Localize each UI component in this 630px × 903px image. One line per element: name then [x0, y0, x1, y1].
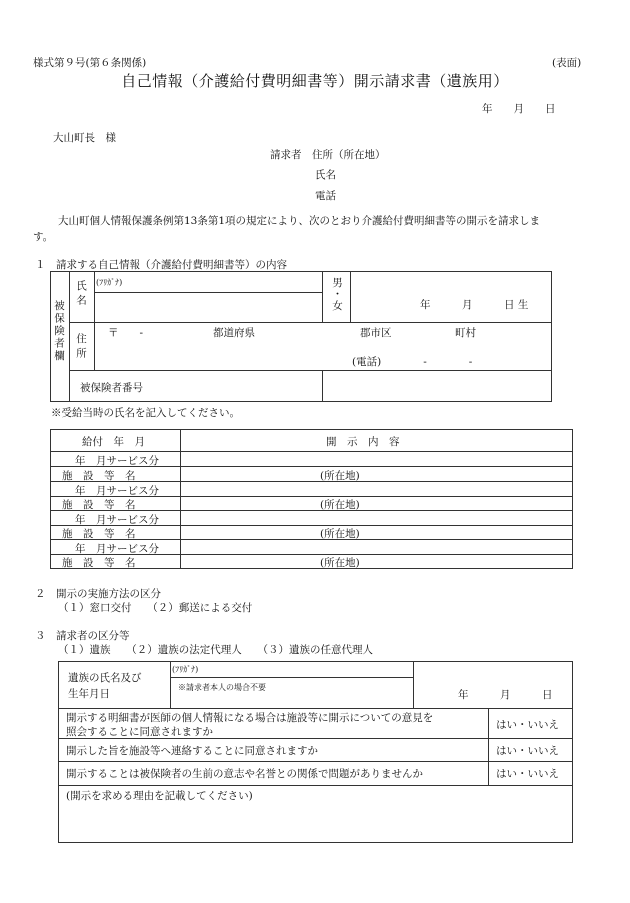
- name-label: 氏名: [75, 280, 87, 309]
- intro-line-1: 大山町個人情報保護条例第13条第1項の規定により、次のとおり介護給付費明細書等の開示を請求しま: [58, 215, 541, 227]
- bereaved-label-1: 遺族の氏名及び: [68, 672, 142, 684]
- delivery-options[interactable]: （１）窓口交付 （２）郵送による交付: [58, 602, 253, 614]
- page-title: 自己情報（介護給付費明細書等）開示請求書（遺族用）: [121, 72, 509, 90]
- question-2-answer[interactable]: はい・いいえ: [496, 745, 559, 757]
- name-note: ※受給当時の氏名を記入してください。: [51, 407, 240, 419]
- facility-location-2: (所在地): [320, 499, 360, 511]
- insured-section-label: 被保険者欄: [53, 300, 65, 363]
- requester-phone-label: 電話: [315, 190, 336, 202]
- facility-location-1: (所在地): [320, 470, 360, 482]
- section2-heading: ２ 開示の実施方法の区分: [35, 588, 161, 600]
- side-label: (表面): [552, 57, 582, 69]
- service-col-month: 給付 年 月: [82, 436, 145, 448]
- bereaved-birth-date: 年 月 日: [458, 689, 553, 701]
- bereaved-label-2: 生年月日: [68, 688, 110, 700]
- question-2: 開示した旨を施設等へ連絡することに同意されますか: [66, 745, 318, 757]
- insured-number-label: 被保険者番号: [80, 382, 143, 394]
- requester-category-options[interactable]: （１）遺族 （２）遺族の法定代理人 （３）遺族の任意代理人: [58, 644, 373, 656]
- request-date: 年 月 日: [482, 103, 556, 115]
- reason-field[interactable]: (開示を求める理由を記載してください): [66, 790, 253, 802]
- facility-name-3: 施 設 等 名: [62, 528, 136, 540]
- town-label: 町村: [455, 327, 476, 339]
- question-1-line-1: 開示する明細書が医師の個人情報になる場合は施設等に開示についての意見を: [66, 712, 434, 724]
- service-month-2: 年 月サービス分: [75, 485, 159, 497]
- furigana-label: (ﾌﾘｶﾞﾅ): [96, 278, 123, 287]
- address-label: 住所: [75, 333, 87, 362]
- service-col-content: 開 示 内 容: [326, 436, 400, 448]
- requester-name-label: 氏名: [315, 169, 336, 181]
- address-phone: (電話) - -: [352, 356, 473, 368]
- sex-choice[interactable]: 男・女: [331, 277, 343, 312]
- question-1-line-2: 照会することに同意されますか: [66, 726, 213, 738]
- form-number: 様式第９号(第６条関係): [33, 57, 147, 69]
- requester-address-label: 請求者 住所（所在地）: [270, 149, 386, 161]
- intro-line-2: す。: [33, 231, 54, 243]
- prefecture-label: 都道府県: [213, 327, 255, 339]
- postal-code: 〒 -: [108, 327, 144, 339]
- addressee: 大山町長 様: [53, 132, 116, 144]
- facility-name-1: 施 設 等 名: [62, 470, 136, 482]
- facility-name-2: 施 設 等 名: [62, 499, 136, 511]
- question-3: 開示することは被保険者の生前の意志や名誉との関係で問題がありませんか: [66, 768, 423, 780]
- facility-name-4: 施 設 等 名: [62, 557, 136, 569]
- question-3-answer[interactable]: はい・いいえ: [496, 768, 559, 780]
- birth-date: 年 月 日 生: [420, 299, 529, 311]
- bereaved-furigana: (ﾌﾘｶﾞﾅ): [172, 665, 199, 674]
- service-month-3: 年 月サービス分: [75, 514, 159, 526]
- city-label: 郡市区: [360, 327, 392, 339]
- bereaved-note: ※請求者本人の場合不要: [178, 683, 266, 692]
- service-month-1: 年 月サービス分: [75, 455, 159, 467]
- question-1-answer[interactable]: はい・いいえ: [496, 719, 559, 731]
- facility-location-3: (所在地): [320, 528, 360, 540]
- facility-location-4: (所在地): [320, 557, 360, 569]
- service-month-4: 年 月サービス分: [75, 543, 159, 555]
- section1-heading: １ 請求する自己情報（介護給付費明細書等）の内容: [35, 259, 287, 271]
- section3-heading: ３ 請求者の区分等: [35, 630, 130, 642]
